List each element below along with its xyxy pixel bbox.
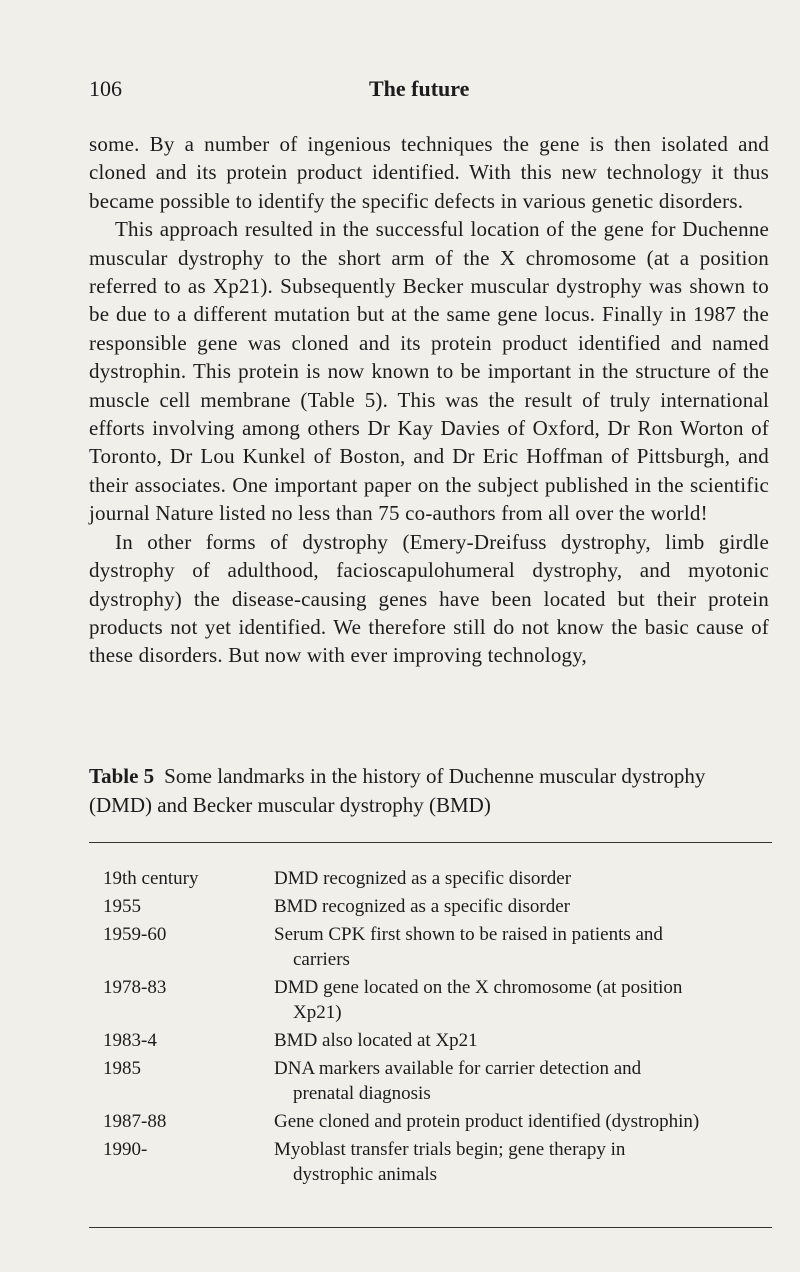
year-cell: 1955 (103, 896, 141, 917)
landmarks-table (103, 866, 768, 1190)
event-cell (274, 1056, 768, 1106)
table-row (103, 1137, 768, 1187)
event-text: Myoblast transfer trials begin; gene therapy in (274, 1139, 626, 1160)
event-text-continued: Xp21) (293, 1002, 342, 1023)
table-row (103, 975, 768, 1025)
event-text: BMD recognized as a specific disorder (274, 896, 570, 917)
event-cell (274, 1028, 768, 1053)
table-row (103, 1028, 768, 1053)
year-cell: 1983-4 (103, 1030, 157, 1051)
event-text: DNA markers available for carrier detection and (274, 1058, 642, 1079)
event-text: BMD also located at Xp21 (274, 1030, 478, 1051)
event-cell (274, 894, 768, 919)
table-top-rule (89, 842, 772, 843)
table-label: Table 5 (89, 764, 155, 788)
chapter-title: The future (369, 76, 470, 101)
event-cell (274, 1137, 768, 1187)
event-cell (274, 866, 768, 891)
paragraph: This approach resulted in the successful location of the gene for Duchenne muscular dystrophy to the short arm of the X chromosome (at a position referred to as Xp21). Subsequently Becker muscular dystrophy was shown to be due to a different mutation but at the same gene locus. Finally in 1987 the responsible gene was cloned and its protein product identified and named dystrophin. This protein is now known to be important in the structure of the muscle cell membrane (Table 5). This was the result of truly international efforts involving among others Dr Kay Davies of Oxford, Dr Ron Worton of Toronto, Dr Lou Kunkel of Boston, and Dr Eric Hoffman of Pittsburgh, and their associates. One important paper on the subject published in the scientific journal Nature listed no less than 75 co-authors from all over the world! (89, 217, 769, 526)
body-text (89, 130, 769, 670)
table-bottom-rule (89, 1227, 772, 1228)
year-cell: 19th century (103, 868, 199, 889)
table-row (103, 866, 768, 891)
paragraph: some. By a number of ingenious techniques the gene is then isolated and cloned and its protein product identified. With this new technology it thus became possible to identify the specific defects in various genetic disorders. (89, 132, 769, 213)
running-head (89, 76, 729, 106)
table-row (103, 1056, 768, 1106)
table-row (103, 894, 768, 919)
event-text: DMD gene located on the X chromosome (at position (274, 977, 683, 998)
table-caption (89, 762, 769, 820)
table-row (103, 1109, 768, 1134)
paragraph: In other forms of dystrophy (Emery-Dreifuss dystrophy, limb girdle dystrophy of adulthood, facioscapulohumeral dystrophy, and myotonic dystrophy) the disease-causing genes have been located but their protein products not yet identified. We therefore still do not know the basic cause of these disorders. But now with ever improving technology, (89, 529, 769, 668)
year-cell: 1959-60 (103, 924, 167, 945)
page-number: 106 (89, 76, 122, 101)
year-cell: 1990- (103, 1139, 148, 1160)
table-row (103, 922, 768, 972)
event-text-continued: prenatal diagnosis (293, 1083, 431, 1104)
year-cell: 1985 (103, 1058, 141, 1079)
event-text: Serum CPK first shown to be raised in patients and (274, 924, 663, 945)
year-cell: 1978-83 (103, 977, 167, 998)
year-cell: 1987-88 (103, 1111, 167, 1132)
event-text: DMD recognized as a specific disorder (274, 868, 572, 889)
event-text: Gene cloned and protein product identified (dystrophin) (274, 1111, 700, 1132)
event-cell (274, 1109, 768, 1134)
event-cell (274, 975, 768, 1025)
event-cell (274, 922, 768, 972)
table-caption-text: Some landmarks in the history of Duchenne muscular dystrophy (DMD) and Becker muscular dystrophy (BMD) (89, 764, 706, 817)
event-text-continued: dystrophic animals (293, 1164, 438, 1185)
event-text-continued: carriers (293, 949, 350, 970)
